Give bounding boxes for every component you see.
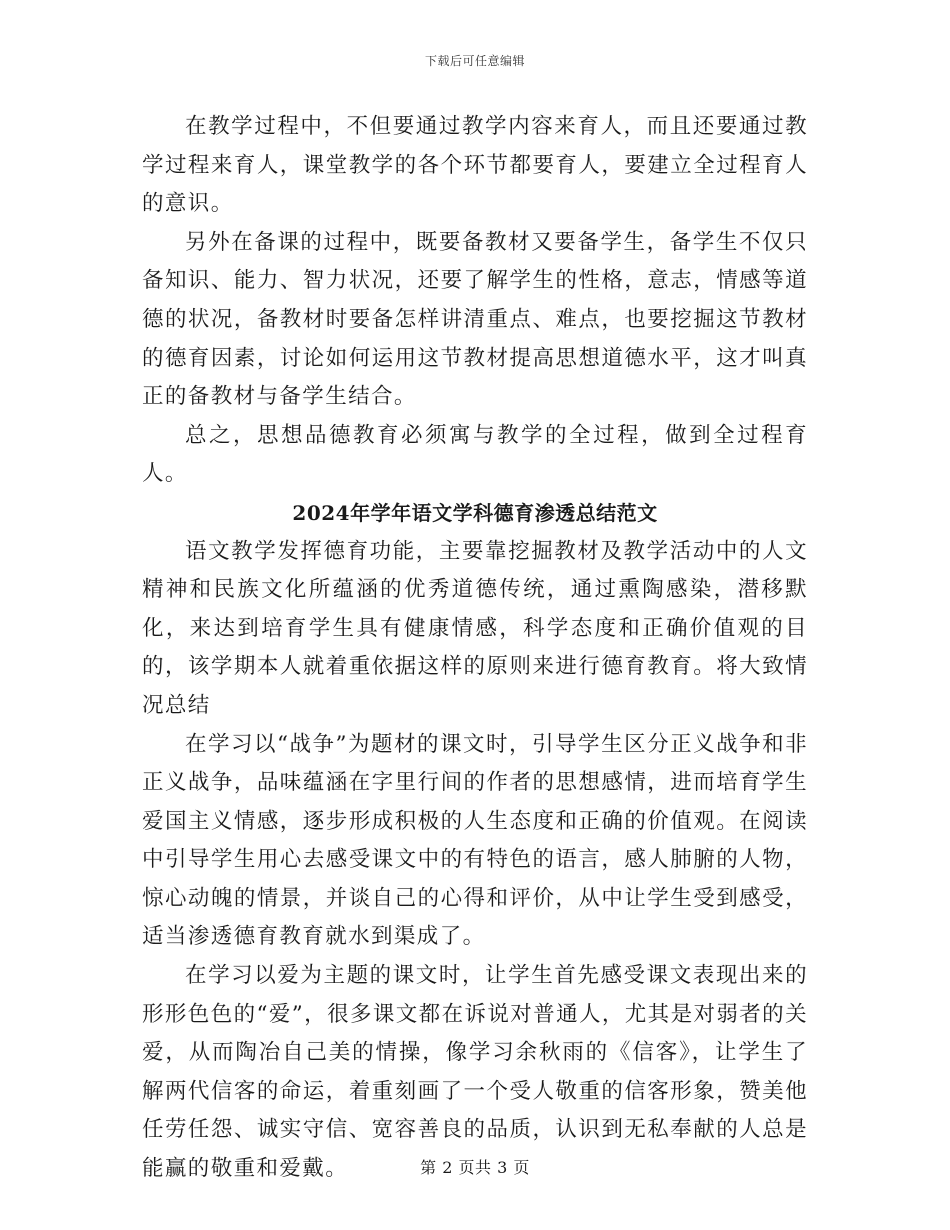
- section-title: 2024年学年语文学科德育渗透总结范文: [292, 500, 658, 525]
- body-paragraph: 总之，思想品德教育必须寓与教学的全过程，做到全过程育人。: [142, 422, 808, 487]
- body-paragraph: 语文教学发挥德育功能，主要靠挖掘教材及教学活动中的人文精神和民族文化所蕴涵的优秀道德传统，通过熏陶感染，潜移默化，来达到培育学生具有健康情感，科学态度和正确价值观的目的，该学期本人就着重依据这样的原则来进行德育教育。将大致情况总结: [142, 538, 808, 718]
- body-paragraph: 在教学过程中，不但要通过教学内容来育人，而且还要通过教学过程来育人，课堂教学的各个环节都要育人，要建立全过程育人的意识。: [142, 114, 808, 217]
- document-body: [142, 108, 808, 1189]
- body-paragraph: 在学习以爱为主题的课文时，让学生首先感受课文表现出来的形形色色的“爱”，很多课文都在诉说对普通人，尤其是对弱者的关爱，从而陶冶自己美的情操，像学习余秋雨的《信客》，让学生了解两代信客的命运，着重刻画了一个受人敬重的信客形象，赞美他任劳任怨、诚实守信、宽容善良的品质，认识到无私奉献的人总是能赢的敬重和爱戴。: [142, 963, 808, 1182]
- body-paragraph: 另外在备课的过程中，既要备教材又要备学生，备学生不仅只备知识、能力、智力状况，还要了解学生的性格，意志，情感等道德的状况，备教材时要备怎样讲清重点、难点，也要挖掘这节教材的德育因素，讨论如何运用这节教材提高思想道德水平，这才叫真正的备教材与备学生结合。: [142, 229, 808, 410]
- page-number-footer: 第 2 页共 3 页: [420, 1158, 530, 1177]
- page-header-note: 下载后可任意编辑: [424, 54, 525, 68]
- body-paragraph: 在学习以“战争”为题材的课文时，引导学生区分正义战争和非正义战争，品味蕴涵在字里行间的作者的思想感情，进而培育学生爱国主义情感，逐步形成积极的人生态度和正确的价值观。在阅读中引导学生用心去感受课文中的有特色的语言，感人肺腑的人物，惊心动魄的情景，并谈自己的心得和评价，从中让学生受到感受，适当渗透德育教育就水到渠成了。: [142, 731, 808, 950]
